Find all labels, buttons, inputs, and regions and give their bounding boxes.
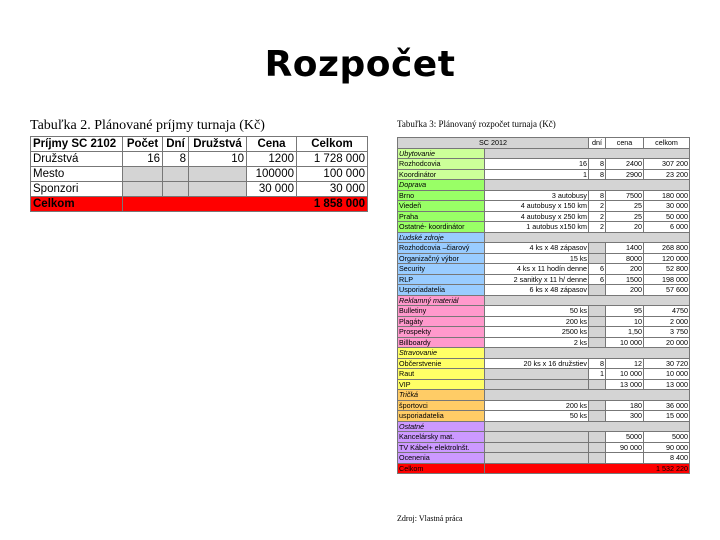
table-cell: 100 000 [297,167,368,182]
table-cell: Mesto [31,167,123,182]
table-cell: 50 ks [485,306,589,317]
table-cell: Koordinátor [398,169,485,180]
table-cell: Raut [398,369,485,380]
table-cell: Kancelársky mat. [398,432,485,443]
income-header-cell: Dní [163,137,189,152]
table-cell [589,400,606,411]
table-cell: 95 [606,306,644,317]
table-cell: Billboardy [398,337,485,348]
budget-table [397,137,690,474]
table-cell [589,432,606,443]
table-cell: 5000 [606,432,644,443]
table-cell: 8 400 [644,453,690,464]
table-cell: 20 ks x 16 družstiev [485,358,589,369]
table-cell: 8 [163,152,189,167]
table-cell: 1 858 000 [123,197,368,212]
table-cell: 2 000 [644,316,690,327]
table-cell [485,421,690,432]
table-cell: 6 [589,264,606,275]
table-cell: Ľudské zdroje [398,232,485,243]
table-cell [485,390,690,401]
table-cell: 2 [589,201,606,212]
table-cell [589,316,606,327]
table-cell: Organizačný výbor [398,253,485,264]
table-row [398,201,690,212]
table-cell: Ubytovanie [398,148,485,159]
table-cell: Družstvá [31,152,123,167]
table-cell: 57 600 [644,285,690,296]
table-cell [485,148,690,159]
table-cell: 30 000 [247,182,297,197]
table-cell: 200 ks [485,316,589,327]
table-cell: 13 000 [644,379,690,390]
table-cell: Bulletiny [398,306,485,317]
table-row [398,453,690,464]
table-cell [485,432,589,443]
table-row [398,432,690,443]
table-cell: 50 000 [644,211,690,222]
table-row [398,316,690,327]
table-row [398,327,690,338]
table-cell: 10 [606,316,644,327]
table-cell: 120 000 [644,253,690,264]
table-cell: 4 ks x 11 hodín denne [485,264,589,275]
table-cell [589,453,606,464]
table-row [398,306,690,317]
income-header-cell: Cena [247,137,297,152]
table-cell: 2 sanitky x 11 h/ denne [485,274,589,285]
table-cell: Tričká [398,390,485,401]
table-cell: 1400 [606,243,644,254]
table-cell: 30 720 [644,358,690,369]
table-cell [589,337,606,348]
table-cell: 6 ks x 48 zápasov [485,285,589,296]
table-cell: 1,50 [606,327,644,338]
table-cell: 1 [589,369,606,380]
table-row [398,337,690,348]
table-cell: 8 [589,190,606,201]
table-row [398,285,690,296]
table-cell: Ostatné- koordinátor [398,222,485,233]
table-cell: 30 000 [644,201,690,212]
table-cell: Security [398,264,485,275]
budget-table-caption: Tabuľka 3: Plánovaný rozpočet turnaja (Kč) [397,119,556,129]
table-cell [485,442,589,453]
table-cell [589,411,606,422]
table-cell: 2 [589,222,606,233]
table-cell: Usporiadatelia [398,285,485,296]
table-cell: 20 000 [644,337,690,348]
table-cell [123,167,163,182]
table-cell: Rozhodcovia [398,159,485,170]
table-cell: 100000 [247,167,297,182]
table-cell: Viedeň [398,201,485,212]
table-cell: 16 [123,152,163,167]
income-header-row [31,137,368,152]
table-cell [485,180,690,191]
table-cell [589,285,606,296]
budget-header-cell: celkom [644,138,690,149]
table-row [398,379,690,390]
income-header-cell: Počet [123,137,163,152]
table-row [398,253,690,264]
table-cell: 8000 [606,253,644,264]
table-cell: 25 [606,201,644,212]
table-cell [485,453,589,464]
table-cell: 36 000 [644,400,690,411]
table-cell [485,232,690,243]
income-table [30,136,368,212]
table-cell: Stravovanie [398,348,485,359]
table-row [398,358,690,369]
table-cell: 307 200 [644,159,690,170]
table-cell: 1 728 000 [297,152,368,167]
table-cell [589,442,606,453]
table-cell: 7500 [606,190,644,201]
table-cell: Občerstvenie [398,358,485,369]
table-cell: 300 [606,411,644,422]
table-row [398,169,690,180]
table-row [398,190,690,201]
table-cell: 200 ks [485,400,589,411]
table-cell: 20 [606,222,644,233]
table-cell [589,253,606,264]
table-cell [123,182,163,197]
table-row [398,159,690,170]
table-cell: 5000 [644,432,690,443]
table-cell: 13 000 [606,379,644,390]
table-cell [485,295,690,306]
table-cell: Ocenenia [398,453,485,464]
table-cell: 4 ks x 48 zápasov [485,243,589,254]
budget-header-cell: dní [589,138,606,149]
slide-title: Rozpočet [264,44,456,85]
table-row [398,222,690,233]
table-cell: 52 800 [644,264,690,275]
table-row [398,411,690,422]
table-cell: 23 200 [644,169,690,180]
table-cell: 2 [589,211,606,222]
table-cell [589,243,606,254]
table-cell: 200 [606,285,644,296]
table-cell: Celkom [398,463,485,474]
section-row [398,390,690,401]
table-cell: 4750 [644,306,690,317]
budget-header-cell: SC 2012 [398,138,589,149]
table-cell: Reklamný materiál [398,295,485,306]
section-row [398,295,690,306]
table-cell: 12 [606,358,644,369]
table-cell: Plagáty [398,316,485,327]
income-total-row [31,197,368,212]
section-row [398,232,690,243]
table-cell: 2900 [606,169,644,180]
income-header-cell: Družstvá [189,137,247,152]
table-cell: 10 000 [606,337,644,348]
table-cell: 268 800 [644,243,690,254]
table-cell: 2400 [606,159,644,170]
table-cell: RLP [398,274,485,285]
table-cell: 8 [589,159,606,170]
income-header-cell: Príjmy SC 2102 [31,137,123,152]
table-cell: 8 [589,169,606,180]
budget-header-cell: cena [606,138,644,149]
table-row [398,243,690,254]
budget-total-row [398,463,690,474]
table-cell: 50 ks [485,411,589,422]
table-row [31,167,368,182]
table-row [398,264,690,275]
table-cell: 3 autobusy [485,190,589,201]
table-row [31,182,368,197]
income-table-caption: Tabuľka 2. Plánované príjmy turnaja (Kč) [30,118,265,133]
table-row [398,274,690,285]
table-cell [485,369,589,380]
table-cell [485,379,589,390]
budget-header-row [398,138,690,149]
table-cell: 10 000 [644,369,690,380]
table-row [31,152,368,167]
table-cell [589,306,606,317]
table-row [398,442,690,453]
table-cell: 10 000 [606,369,644,380]
table-cell: Rozhodcovia –čiarový [398,243,485,254]
table-cell [163,167,189,182]
table-cell: 6 000 [644,222,690,233]
table-cell: športovci [398,400,485,411]
source-note: Zdroj: Vlastná práca [397,514,463,523]
table-cell: 1 532 220 [485,463,690,474]
table-cell [589,327,606,338]
table-cell: 1200 [247,152,297,167]
table-cell: 2500 ks [485,327,589,338]
table-cell [606,453,644,464]
section-row [398,148,690,159]
table-cell: Brno [398,190,485,201]
table-cell: Celkom [31,197,123,212]
table-cell [189,167,247,182]
table-cell: Ostatné [398,421,485,432]
table-cell: 90 000 [606,442,644,453]
table-cell [589,379,606,390]
table-cell: 30 000 [297,182,368,197]
table-cell: 180 [606,400,644,411]
table-cell: 10 [189,152,247,167]
table-cell: Praha [398,211,485,222]
table-cell: 3 750 [644,327,690,338]
table-cell: 4 autobusy x 250 km [485,211,589,222]
table-row [398,400,690,411]
section-row [398,180,690,191]
table-row [398,211,690,222]
table-cell: 4 autobusy x 150 km [485,201,589,212]
section-row [398,421,690,432]
table-cell: 15 000 [644,411,690,422]
table-cell: 1 [485,169,589,180]
section-row [398,348,690,359]
table-cell: usporiadatelia [398,411,485,422]
table-cell [163,182,189,197]
table-cell: VIP [398,379,485,390]
table-cell: Prospekty [398,327,485,338]
table-cell: 16 [485,159,589,170]
table-row [398,369,690,380]
table-cell: Doprava [398,180,485,191]
table-cell: 8 [589,358,606,369]
table-cell: 180 000 [644,190,690,201]
table-cell: 1 autobus x150 km [485,222,589,233]
table-cell: 2 ks [485,337,589,348]
table-cell: 90 000 [644,442,690,453]
table-cell: 198 000 [644,274,690,285]
table-cell: 1500 [606,274,644,285]
table-cell: 6 [589,274,606,285]
table-cell: 25 [606,211,644,222]
table-cell: 15 ks [485,253,589,264]
table-cell: Sponzori [31,182,123,197]
table-cell [189,182,247,197]
income-header-cell: Celkom [297,137,368,152]
table-cell [485,348,690,359]
table-cell: TV Kábel+ elektrolnšt. [398,442,485,453]
table-cell: 200 [606,264,644,275]
